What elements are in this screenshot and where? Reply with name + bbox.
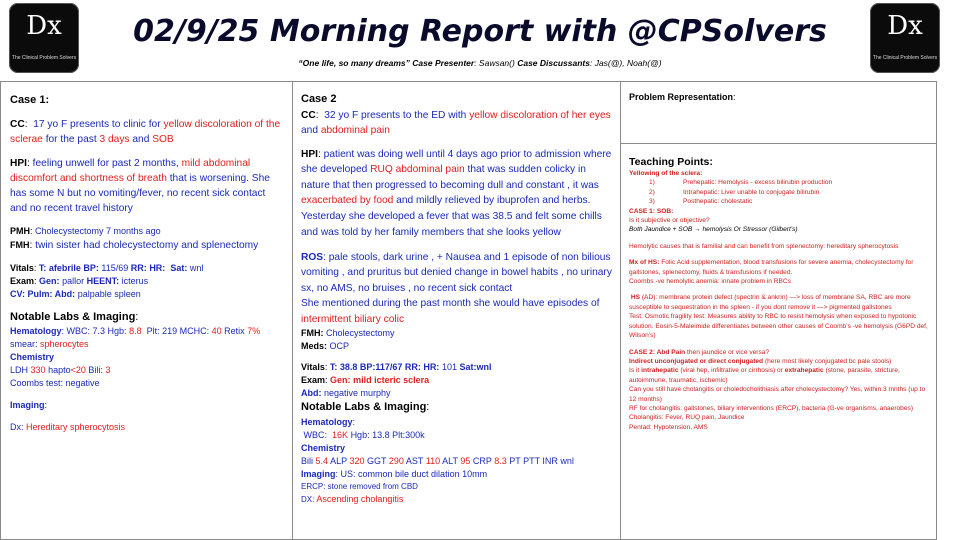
problem-representation-label: Problem Representation: bbox=[629, 92, 736, 102]
case2-abd-pain: CASE 2: Abd Pain then jaundice or vice versa? bbox=[629, 348, 770, 356]
mx-hs: Mx of HS: Folic Acid supplementation, blood transfusions for severe anemia, cholecystectomy for gallstones, splenectomy, fluids & transfusions if needed. bbox=[629, 259, 914, 276]
case2-hematology: WBC: 16K Hgb: 13.8 Plt:300k bbox=[303, 429, 425, 440]
case1-coombs: Coombs test: negative bbox=[10, 378, 100, 388]
logo-tagline: The Clinical Problem Solvers bbox=[872, 55, 938, 61]
indirect-direct: Indirect unconjugated or direct conjugated (here most likely conjugated bc pale stools) bbox=[629, 357, 892, 365]
case1-exam-cv: CV: Pulm: Abd: palpable spleen bbox=[10, 289, 141, 299]
case2-heme-label: Hematology: bbox=[301, 416, 356, 427]
case2-vitals: Vitals: T: 38.8 BP:117/67 RR: HR: 101 Sat:wnl bbox=[301, 362, 492, 372]
case2-panel bbox=[292, 81, 621, 540]
case2-ros-colic: She mentioned during the past month she would have episodes of intermittent biliary colic bbox=[301, 298, 600, 325]
case2-hpi-fever: Yesterday she developed a fever that was 38.5 and felt some chills and was told by her family members that she looks yellow bbox=[301, 210, 602, 238]
case1-cc: CC: 17 yo F presents to clinic for yellow discoloration of the sclerae for the past 3 days and SOB bbox=[10, 119, 281, 145]
hemolytic-causes: Hemolytic causes that is familial and can benefit from splenectomy: hereditary spherocytosis bbox=[629, 242, 899, 250]
case1-exam: Exam: Gen: pallor HEENT: icterus bbox=[10, 276, 149, 286]
problem-representation-panel bbox=[620, 81, 937, 144]
presenter: Sawsan() bbox=[478, 58, 515, 68]
case2-meds: Meds: OCP bbox=[301, 341, 350, 351]
dx-logo-left bbox=[9, 3, 79, 73]
case2-cc: CC: 32 yo F presents to the ED with yellow discoloration of her eyes and abdominal pain bbox=[301, 109, 611, 136]
case1-chemistry: LDH 330 hapto<20 Bili: 3 bbox=[10, 365, 111, 375]
case1-fmh: FMH: twin sister had cholecystectomy and splenectomy bbox=[10, 240, 259, 251]
osmotic-test: Test: Osmotic fragility test: Measures ability to RBC to resist hemolysis when exposed to hypotonic solution. Eosin-5-Maleimide differentiates between other causes of Coomb’s -ve hemolysis (G6PD def, Wilson’s) bbox=[629, 313, 928, 340]
case2-imaging: Imaging: US: common bile duct dilation 10mm bbox=[301, 468, 488, 479]
case1-hematology: Hematology: WBC: 7.3 Hgb: 8.8 Plt: 219 MCHC: 40 Retix 7% smear: spherocytes bbox=[10, 326, 261, 349]
case1-chem-label: Chemistry bbox=[10, 352, 55, 362]
intra-extra: Is it intrahepatic (viral hep, infiltrative or cirrhosis) or extrahepatic (stone, parasite, stricture, autoimmune, traumatic, ischemic) bbox=[629, 367, 900, 384]
presenter-label: Case Presenter bbox=[412, 58, 475, 68]
charcot-triad: Cholangitis: Fever, RUQ pain, Jaundice bbox=[629, 414, 745, 422]
case1-vitals: Vitals: T: afebrile BP: 115/69 RR: HR: Sat: wnl bbox=[10, 263, 204, 273]
case2-exam-abd: Abd: negative murphy bbox=[301, 388, 391, 398]
case1-panel bbox=[0, 81, 293, 540]
case2-ercp: ERCP: stone removed from CBD bbox=[301, 481, 418, 491]
case2-chemistry: Bili 5.4 ALP 320 GGT 290 AST 110 ALT 95 CRP 8.3 PT PTT INR wnl bbox=[301, 455, 574, 466]
case1-labs-title: Notable Labs & Imaging: bbox=[10, 311, 139, 323]
case2-hpi: HPI: patient was doing well until 4 days ago prior to admission where she developed RUQ abdominal pain that was sudden colicky in nature that then progressed to becoming dull and constant , it was exacerbated by food and mildly relieved by ibuprofen and herbs. bbox=[301, 148, 612, 206]
rf-cholangitis: RF for cholangitis: gallstones, biliary interventions (ERCP), bacteria (G-ve organisms, anaerobes) bbox=[629, 404, 914, 412]
case2-fmh: FMH: Cholecystectomy bbox=[301, 328, 395, 338]
case1-title: Case 1: bbox=[10, 94, 50, 106]
teaching-title: Teaching Points: bbox=[629, 156, 713, 168]
case1-hpi: HPI: feeling unwell for past 2 months, mild abdominal discomfort and shortness of breath that is worsening. She has some N but no vomiting/fever, no recent sick contact and no recent travel history bbox=[10, 158, 270, 214]
subtitle: “One life, so many dreams” Case Presenter: Sawsan() Case Discussants: Jas(@), Noah(@) bbox=[298, 58, 662, 68]
discussants: Jas(@), Noah(@) bbox=[594, 58, 662, 68]
list-item: 2) Intrahepatic: Liver unable to conjugate bilirubin bbox=[649, 188, 820, 196]
logo-text: Dx bbox=[26, 11, 62, 41]
logo-tagline: The Clinical Problem Solvers bbox=[11, 55, 77, 61]
case2-title: Case 2 bbox=[301, 93, 337, 105]
dx-logo-right bbox=[870, 3, 940, 73]
list-item: 1) Prehepatic: Hemolysis - excess bilirubin production bbox=[649, 179, 833, 187]
case2-exam: Exam: Gen: mild icteric sclera bbox=[301, 375, 430, 385]
case2-ros: ROS: pale stools, dark urine , + Nausea and 1 episode of non bilious vomiting , and pruritus but denied change in bowel habits , no urinary sx, no AMS, no bruises , no recent sick contact bbox=[301, 251, 612, 294]
case2-chem-label: Chemistry bbox=[301, 442, 346, 453]
hs-note: HS (AD): membrane protein defect (spectrin & ankrin) —> loss of membrane SA, RBC are more susceptible to sequestration in the spleen - if you dont remove it —> pigmented gallstones bbox=[629, 294, 911, 311]
list-item: 3) Posthepatic: cholestatic bbox=[649, 198, 753, 206]
case1-sob-question: Is it subjective or objective? bbox=[629, 217, 710, 225]
case1-sob-heading: CASE 1: SOB: bbox=[629, 207, 674, 215]
case1-pmh: PMH: Cholecystectomy 7 months ago bbox=[10, 226, 161, 236]
case1-imaging: Imaging: bbox=[10, 400, 48, 410]
page-title: 02/9/25 Morning Report with @CPSolvers bbox=[133, 14, 827, 49]
reynolds-pentad: Pentad: Hypotension, AMS bbox=[629, 423, 708, 431]
case1-dx: Dx: Hereditary spherocytosis bbox=[10, 422, 126, 432]
case2-dx: DX: Ascending cholangitis bbox=[301, 493, 404, 504]
case1-sob-both: Both Jaundice + SOB → hemolysis Or Stressor (Gilbert’s) bbox=[629, 226, 798, 234]
cholangitis-after-cholecystectomy: Can you still have cholangitis or choledocholithiasis after cholecystectomy? Yes, within 3 mnths (up to 12 months) bbox=[629, 386, 926, 403]
logo-text: Dx bbox=[887, 11, 923, 41]
coombs-note: Coombs -ve hemolytic anemia: innate problem in RBCs bbox=[629, 278, 791, 286]
discussants-label: Case Discussants bbox=[517, 58, 590, 68]
quote: “One life, so many dreams” bbox=[298, 58, 410, 68]
yellowing-heading: Yellowing of the sclera: bbox=[629, 170, 703, 177]
teaching-points-panel bbox=[620, 143, 937, 540]
case2-labs-title: Notable Labs & Imaging: bbox=[301, 401, 430, 413]
